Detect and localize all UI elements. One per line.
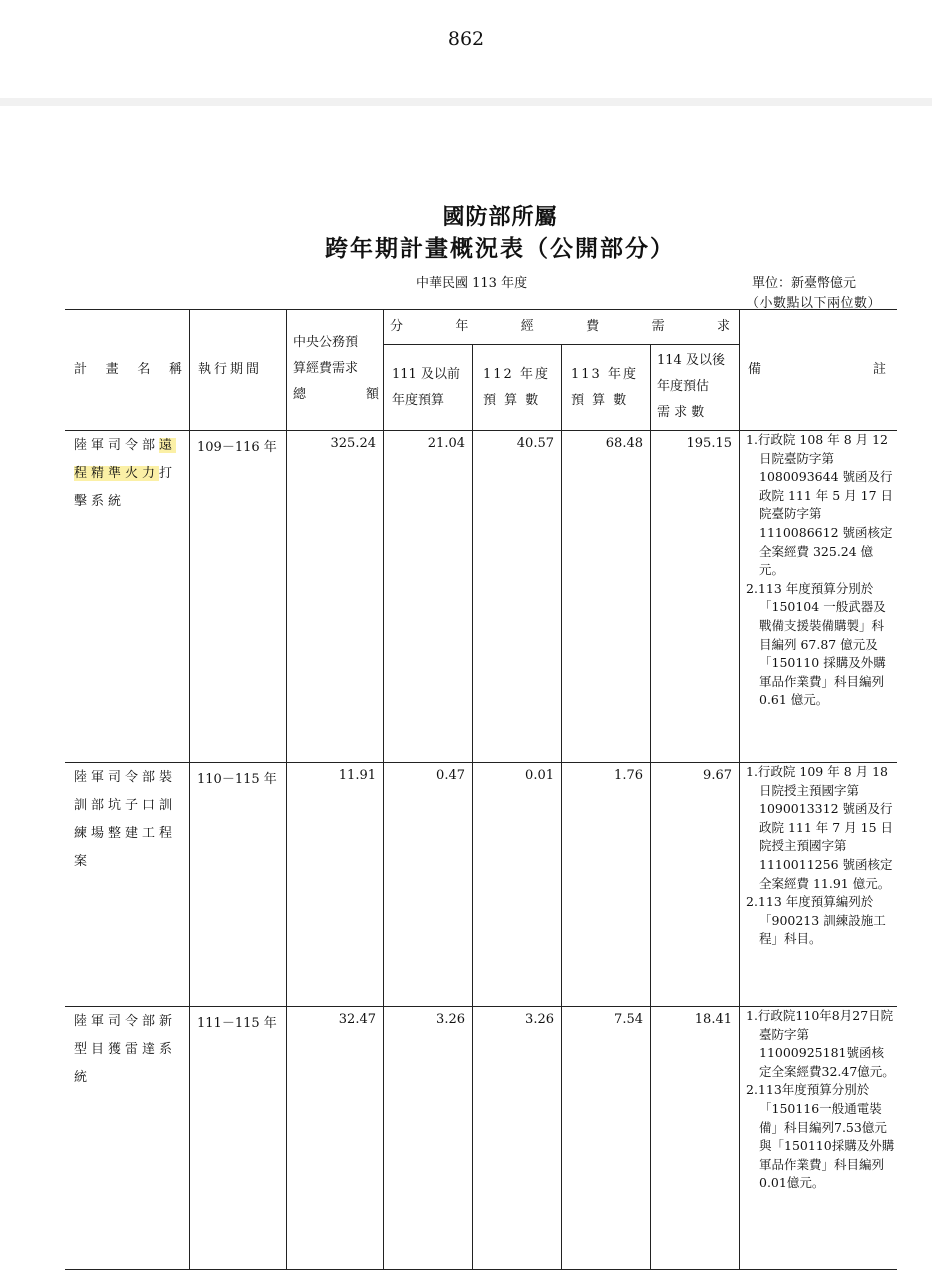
total-amount: 11.91 xyxy=(338,768,376,783)
amount-y114: 9.67 xyxy=(703,768,732,783)
amount-y111: 3.26 xyxy=(436,1012,465,1027)
plan-name: 陸軍司令部裝訓部坑子口訓練場整建工程案 xyxy=(74,770,177,869)
grid-bottom xyxy=(65,1269,897,1270)
header-y111: 111 及以前 年度預算 xyxy=(392,367,460,408)
amount-y113: 1.76 xyxy=(614,768,643,783)
amount-y113: 7.54 xyxy=(614,1012,643,1027)
period: 109－116 年 xyxy=(197,440,277,455)
amount-y111: 0.47 xyxy=(436,768,465,783)
grid-col xyxy=(286,309,287,1269)
amount-y114: 18.41 xyxy=(694,1012,732,1027)
note: 1.行政院 109 年 8 月 18 日院授主預國字第 1090013312 號函及行政院 111 年 7 月 15 日院授主預國字第 1110011256 號函核定全案經費 11.91 億元。 2.113 年度預算編列於「900213 訓練設施工程」科目。 xyxy=(746,764,894,947)
header-y113: 113 年度 預 算 數 xyxy=(571,367,638,408)
table-title: 國防部所屬 xyxy=(442,204,558,230)
header-total: 中央公務預 算經費需求 總 額 xyxy=(293,335,379,402)
header-plan-name: 計 畫 名 稱 xyxy=(74,362,182,377)
total-amount: 325.24 xyxy=(330,436,376,451)
header-notes: 備 註 xyxy=(748,362,886,377)
unit-precision: （小數點以下兩位數） xyxy=(746,296,882,311)
plan-name: 陸軍司令部新型目獲雷達系統 xyxy=(74,1014,177,1085)
grid-col xyxy=(189,309,190,1269)
grid-col xyxy=(561,344,562,1269)
amount-y112: 0.01 xyxy=(525,768,554,783)
fiscal-year: 中華民國 113 年度 xyxy=(416,276,528,291)
amount-y111: 21.04 xyxy=(427,436,465,451)
page-divider xyxy=(0,98,932,106)
period: 111－115 年 xyxy=(197,1016,277,1031)
grid-col xyxy=(739,309,740,1269)
grid-col xyxy=(650,344,651,1269)
highlighted-text: 遠程精準火力 xyxy=(74,438,177,481)
grid-col xyxy=(472,344,473,1269)
header-split-group: 分 年 經 費 需 求 xyxy=(390,319,730,334)
header-period: 執行期間 xyxy=(198,362,263,377)
amount-y113: 68.48 xyxy=(605,436,643,451)
header-y114: 114 及以後 年度預估 需 求 數 xyxy=(657,353,725,420)
note: 1.行政院 108 年 8 月 12 日院臺防字第 1080093644 號函及行政院 111 年 5 月 17 日院臺防字第 1110086612 號函核定全案經費 325.24 億元。 2.113 年度預算分別於「150104 一般武器及戰備支援裝備購製」科目編列 67.87 億元及「150110 採購及外購軍品作業費」科目編列 0.61 億元。 xyxy=(746,432,894,708)
amount-y114: 195.15 xyxy=(686,436,732,451)
page-number: 862 xyxy=(447,28,485,50)
amount-y112: 3.26 xyxy=(525,1012,554,1027)
table-subtitle: 跨年期計畫概況表（公開部分） xyxy=(325,235,675,262)
amount-y112: 40.57 xyxy=(516,436,554,451)
total-amount: 32.47 xyxy=(338,1012,376,1027)
grid-col xyxy=(383,309,384,1269)
header-y112: 112 年度 預 算 數 xyxy=(483,367,550,408)
unit-label: 單位：新臺幣億元 xyxy=(752,276,857,291)
period: 110－115 年 xyxy=(197,772,277,787)
note: 1.行政院110年8月27日院臺防字第11000925181號函核定全案經費32.47億元。 2.113年度預算分別於「150116一般通電裝備」科目編列7.53億元與「150110採購及外購軍品作業費」科目編列0.01億元。 xyxy=(746,1008,895,1191)
plan-name: 陸軍司令部遠程精準火力打擊系統 xyxy=(74,438,177,509)
